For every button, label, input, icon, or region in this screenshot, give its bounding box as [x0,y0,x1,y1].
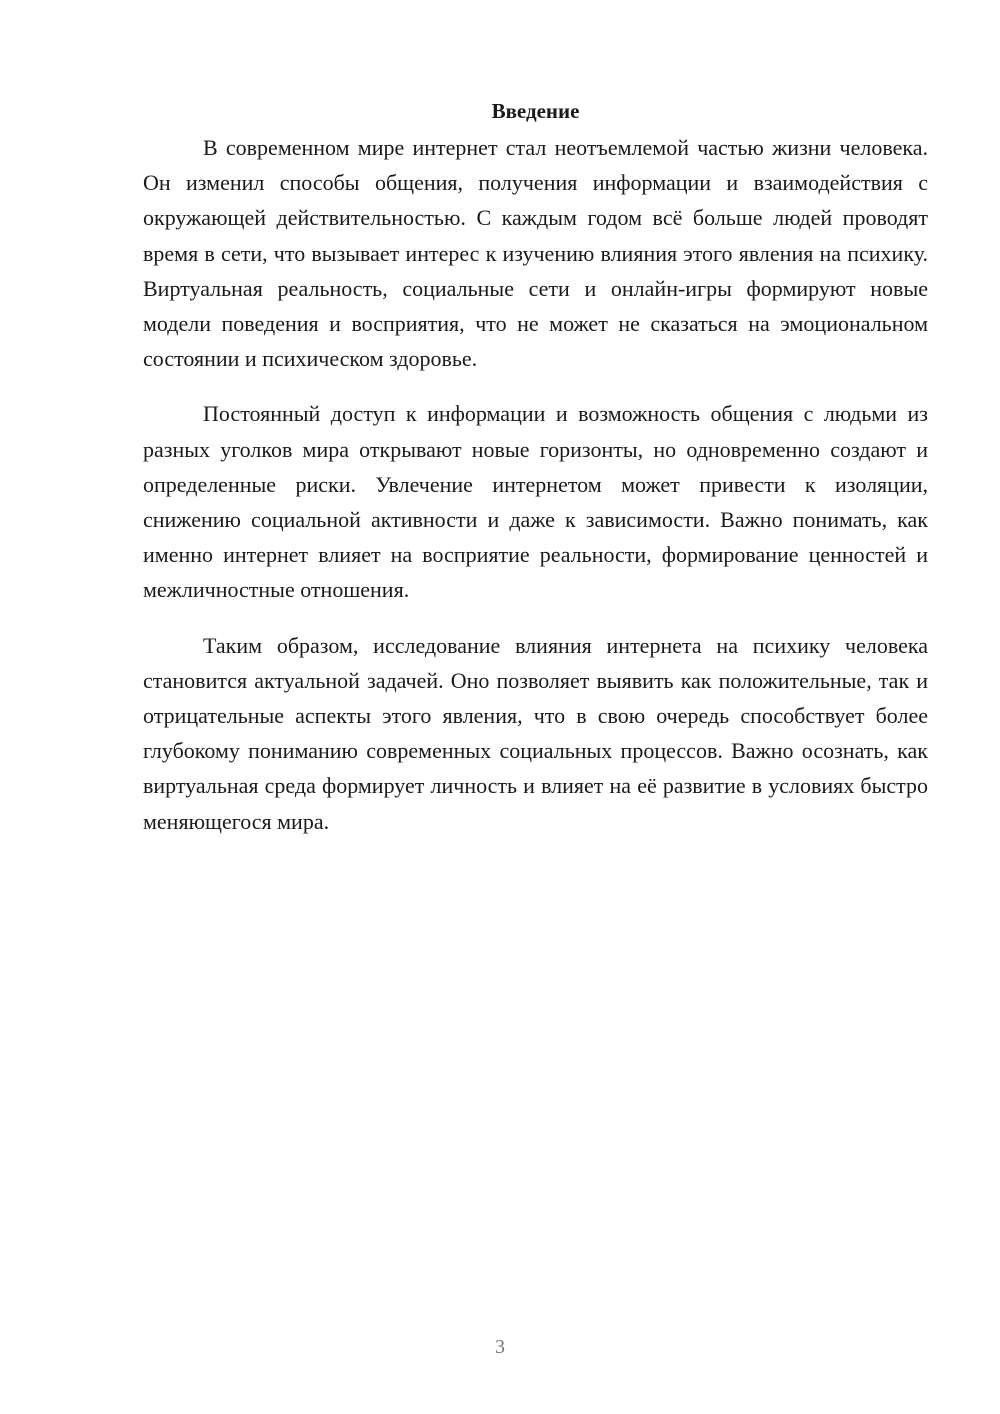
section-title: Введение [491,99,580,123]
page-number: 3 [495,1336,505,1358]
paragraph-3: Таким образом, исследование влияния интернета на психику человека становится актуальной задачей. Оно позволяет выявить как положительные, так и отрицательные аспекты этого явления, что в свою очередь способствует более глубокому пониманию современных социальных процессов. Важно осознать, как виртуальная среда формирует личность и влияет на её развитие в условиях быстро меняющегося мира. [143,632,928,834]
paragraph-2: Постоянный доступ к информации и возможность общения с людьми из разных уголков мира открывают новые горизонты, но одновременно создают и определенные риски. Увлечение интернетом может привести к изоляции, снижению социальной активности и даже к зависимости. Важно понимать, как именно интернет влияет на восприятие реальности, формирование ценностей и межличностные отношения. [143,401,928,603]
paragraph-1: В современном мире интернет стал неотъемлемой частью жизни человека. Он изменил способы общения, получения информации и взаимодействия с окружающей действительностью. С каждым годом всё больше людей проводят время в сети, что вызывает интерес к изучению влияния этого явления на психику. Виртуальная реальность, социальные сети и онлайн-игры формируют новые модели поведения и восприятия, что не может не сказаться на эмоциональном состоянии и психическом здоровье. [143,135,928,372]
page-content [143,92,928,839]
